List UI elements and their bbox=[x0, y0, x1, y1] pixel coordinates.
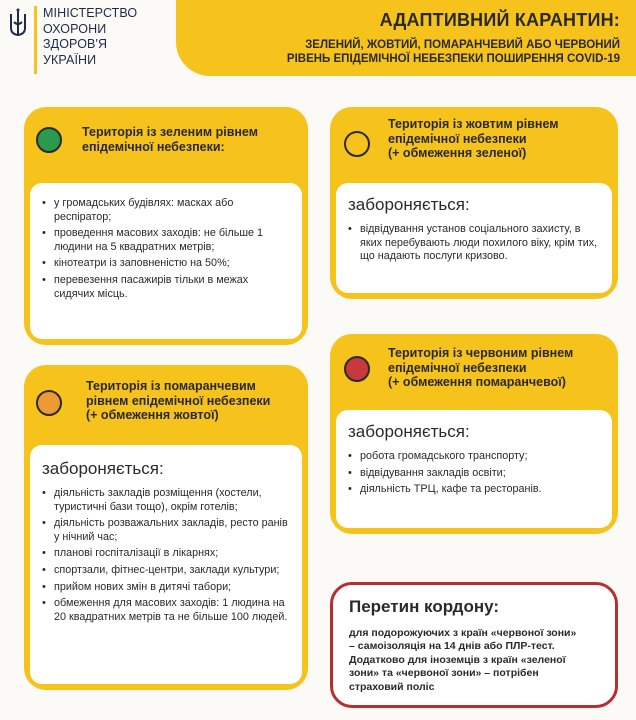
list-item: • спортзали, фітнес-центри, заклади культури; bbox=[42, 564, 292, 578]
orange-forbidden-label: забороняється: bbox=[42, 459, 164, 478]
yellow-zone-list bbox=[348, 223, 600, 264]
green-circle-icon bbox=[36, 127, 62, 153]
list-item: • у громадських будівлях: масках або респіратор; bbox=[42, 197, 290, 224]
list-item: • перевезення пасажирів тільки в межах сидячих місць. bbox=[42, 274, 290, 301]
yellow-circle-icon bbox=[344, 131, 370, 157]
list-item: • проведення масових заходів: не більше 1 людини на 5 квадратних метрів; bbox=[42, 227, 290, 254]
yellow-zone-body bbox=[336, 183, 612, 293]
list-item: • обмеження для масових заходів: 1 людина на 20 квадратних метрів та не більше 100 людей. bbox=[42, 597, 292, 624]
list-item: • кінотеатри із заповненістю на 50%; bbox=[42, 257, 290, 271]
list-item: • робота громадського транспорту; bbox=[348, 450, 600, 464]
green-zone-title: Територія із зеленим рівнем епідемічної небезпеки: bbox=[82, 125, 258, 154]
red-zone-card bbox=[330, 334, 618, 534]
red-zone-list bbox=[348, 450, 600, 497]
page-subtitle: ЗЕЛЕНИЙ, ЖОВТИЙ, ПОМАРАНЧЕВИЙ АБО ЧЕРВОНИЙ РІВЕНЬ ЕПІДЕМІЧНОЇ НЕБЕЗПЕКИ ПОШИРЕННЯ COVID-19 bbox=[286, 39, 620, 65]
orange-circle-icon bbox=[36, 390, 62, 416]
red-zone-title: Територія із червоним рівнем епідемічної небезпеки (+ обмеження помаранчевої) bbox=[388, 346, 574, 389]
red-forbidden-label: забороняється: bbox=[348, 422, 470, 441]
list-item: • відвідування закладів освіти; bbox=[348, 467, 600, 481]
logo-divider bbox=[34, 6, 37, 74]
yellow-zone-card bbox=[330, 107, 618, 299]
border-crossing-card bbox=[330, 582, 618, 708]
header-banner bbox=[176, 0, 636, 76]
orange-zone-list bbox=[42, 487, 292, 624]
trident-icon bbox=[8, 8, 28, 40]
list-item: • діяльність закладів розміщення (хостели, туристичні бази тощо), окрім готелів; bbox=[42, 487, 292, 514]
yellow-forbidden-label: забороняється: bbox=[348, 195, 470, 214]
green-zone-body bbox=[30, 183, 302, 339]
red-circle-icon bbox=[344, 356, 370, 382]
list-item: • планові госпіталізації в лікарнях; bbox=[42, 547, 292, 561]
green-zone-card bbox=[24, 107, 308, 345]
green-zone-list bbox=[42, 197, 290, 301]
red-zone-body bbox=[336, 410, 612, 528]
orange-zone-title: Територія із помаранчевим рівнем епідемічної небезпеки (+ обмеження жовтої) bbox=[86, 379, 271, 422]
list-item: • прийом нових змін в дитячі табори; bbox=[42, 581, 292, 595]
border-crossing-text: для подорожуючих з країн «червоної зони» – самоізоляція на 14 днів або ПЛР-тест. Додатково для іноземців з країн «зеленої зони» та «червоної зони» – потрібен страховий поліс bbox=[349, 627, 577, 693]
yellow-zone-title: Територія із жовтим рівнем епідемічної небезпеки (+ обмеження зеленої) bbox=[388, 117, 559, 160]
list-item: • діяльність розважальних закладів, ресто ранів у нічний час; bbox=[42, 517, 292, 544]
ministry-logo bbox=[8, 6, 137, 74]
list-item: • діяльність ТРЦ, кафе та ресторанів. bbox=[348, 483, 600, 497]
list-item: • відвідування установ соціального захисту, в яких перебувають люди похилого віку, крім тих, що надають послуги кризово. bbox=[348, 223, 600, 264]
border-crossing-title: Перетин кордону: bbox=[349, 597, 500, 616]
orange-zone-card bbox=[24, 365, 308, 690]
orange-zone-body bbox=[30, 445, 302, 684]
ministry-name: МІНІСТЕРСТВО ОХОРОНИ ЗДОРОВ'Я УКРАЇНИ bbox=[43, 6, 138, 67]
page-title: АДАПТИВНИЙ КАРАНТИН: bbox=[379, 10, 620, 30]
